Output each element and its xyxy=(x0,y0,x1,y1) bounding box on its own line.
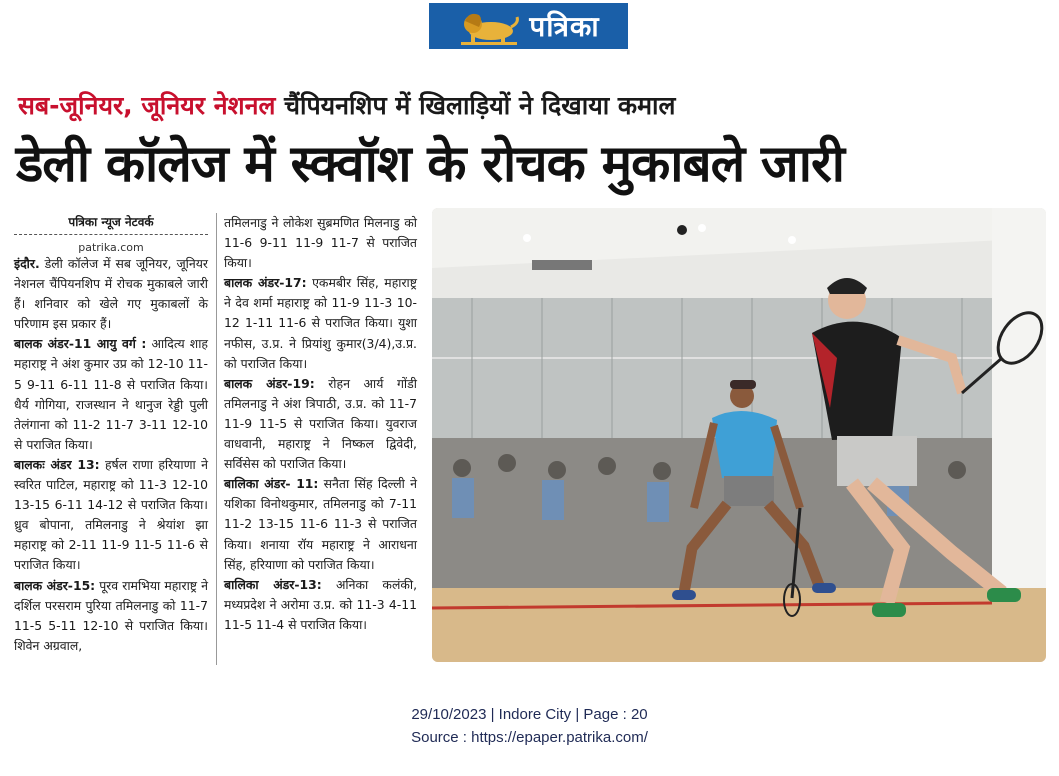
footer-source: Source : https://epaper.patrika.com/ xyxy=(411,729,648,746)
byline-divider xyxy=(14,234,208,235)
section-label: बालकः अंडर 13: xyxy=(14,456,100,472)
article-paragraph xyxy=(14,254,208,334)
masthead-name: पत्रिका xyxy=(529,10,600,43)
article-paragraph xyxy=(224,575,417,635)
section-text: रोहन आर्य गोंडी तमिलनाडु ने अंश त्रिपाठी, उ.प्र. को 11-7 11-9 11-5 से पराजित किया। युवराज वाधवानी, महाराष्ट्र ने निष्कल द्विवेदी, सर्विसेस को पराजित किया। xyxy=(224,375,417,472)
section-text: सनैता सिंह दिल्ली ने यशिका विनोथकुमार, तमिलनाडु को 7-11 11-2 13-15 11-6 11-3 से पराजित किया। शनाया रॉय महाराष्ट्र ने आराधना सिंह, हरियाणा को पराजित किया। xyxy=(224,476,417,572)
byline-author: पत्रिका न्यूज नेटवर्क xyxy=(68,215,154,229)
kicker-headline xyxy=(18,88,1048,122)
section-label: बालिका अंडर- 11: xyxy=(224,476,319,492)
article-paragraph xyxy=(14,576,208,656)
section-text: आदित्य शाह महाराष्ट्र ने अंश कुमार उप्र को 12-10 11-5 9-11 6-11 11-8 से पराजित किया। धैर्य गोगिया, राजस्थान ने थानुज रेड्डी पुली तेलंगाना को 11-2 11-7 3-11 12-10 से पराजित किया। xyxy=(14,336,208,452)
article-column-2 xyxy=(224,213,417,635)
masthead-logo xyxy=(429,3,628,49)
footer-date-edition: 29/10/2023 | Indore City | Page : 20 xyxy=(411,706,648,723)
main-headline: डेली कॉलेज में स्क्वॉश के रोचक मुकाबले जारी xyxy=(16,135,845,194)
section-text: अनिका कलंकी, मध्यप्रदेश ने अरोमा उ.प्र. को 11-3 4-11 11-5 11-4 से पराजित किया। xyxy=(224,576,418,632)
article-column-1 xyxy=(14,254,208,656)
article-paragraph xyxy=(224,273,417,373)
kicker-part-red: सब-जूनियर, जूनियर नेशनल xyxy=(18,91,276,120)
article-paragraph xyxy=(224,374,417,474)
section-label: बालक अंडर-17: xyxy=(224,275,307,291)
article-paragraph xyxy=(224,474,417,574)
lion-emblem-icon xyxy=(457,7,521,45)
section-text: हर्षल राणा हरियाणा ने स्वरित पाटिल, महाराष्ट्र को 11-3 12-10 13-15 6-11 14-12 से पराजित किया। ध्रुव बोपाना, तमिलनाडु ने श्रेयांश झा महाराष्ट्र को 2-11 11-9 11-5 11-6 से पराजित किया। xyxy=(14,456,208,573)
section-label: बालक अंडर-15: xyxy=(14,577,96,593)
squash-match-photo xyxy=(432,208,1046,662)
article-paragraph xyxy=(14,334,208,455)
section-label: बालक अंडर-11 आयु वर्ग : xyxy=(14,336,147,352)
section-text: एकमबीर सिंह, महाराष्ट्र ने देव शर्मा महाराष्ट्र को 11-9 11-3 10-12 1-11 11-6 से पराजित किया। युशा नफीस, उ.प्र. ने प्रियांशु कुमार(3/4),उ.प्र. को पराजित किया। xyxy=(224,275,417,371)
byline-site: patrika.com xyxy=(78,241,144,254)
section-label: बालक अंडर-19: xyxy=(224,375,315,391)
section-text: तमिलनाडु ने लोकेश सुब्रमणित मिलनाडु को 11-6 9-11 11-9 11-7 से पराजित किया। xyxy=(224,215,417,271)
intro-text: डेली कॉलेज में सब जूनियर, जूनियर नेशनल चैंपियनशिप में रोचक मुकाबले जारी हैं। शनिवार को खेले गए मुकाबलों के परिणाम इस प्रकार हैं। xyxy=(14,256,208,332)
dateline: इंदौर. xyxy=(14,256,40,271)
article-paragraph xyxy=(224,213,417,273)
squash-court-illustration xyxy=(432,208,1046,662)
article-paragraph xyxy=(14,455,208,576)
kicker-part-black: चैंपियनशिप में खिलाड़ियों ने दिखाया कमाल xyxy=(284,91,676,120)
section-text: पूरव रामभिया महाराष्ट्र ने दर्शिल परसराम पुरिया तमिलनाडु को 11-7 11-5 5-11 12-10 से पराजित किया। शिवेन अग्रवाल, xyxy=(14,577,208,653)
column-divider xyxy=(216,213,217,665)
byline xyxy=(14,213,208,254)
section-label: बालिका अंडर-13: xyxy=(224,576,322,592)
